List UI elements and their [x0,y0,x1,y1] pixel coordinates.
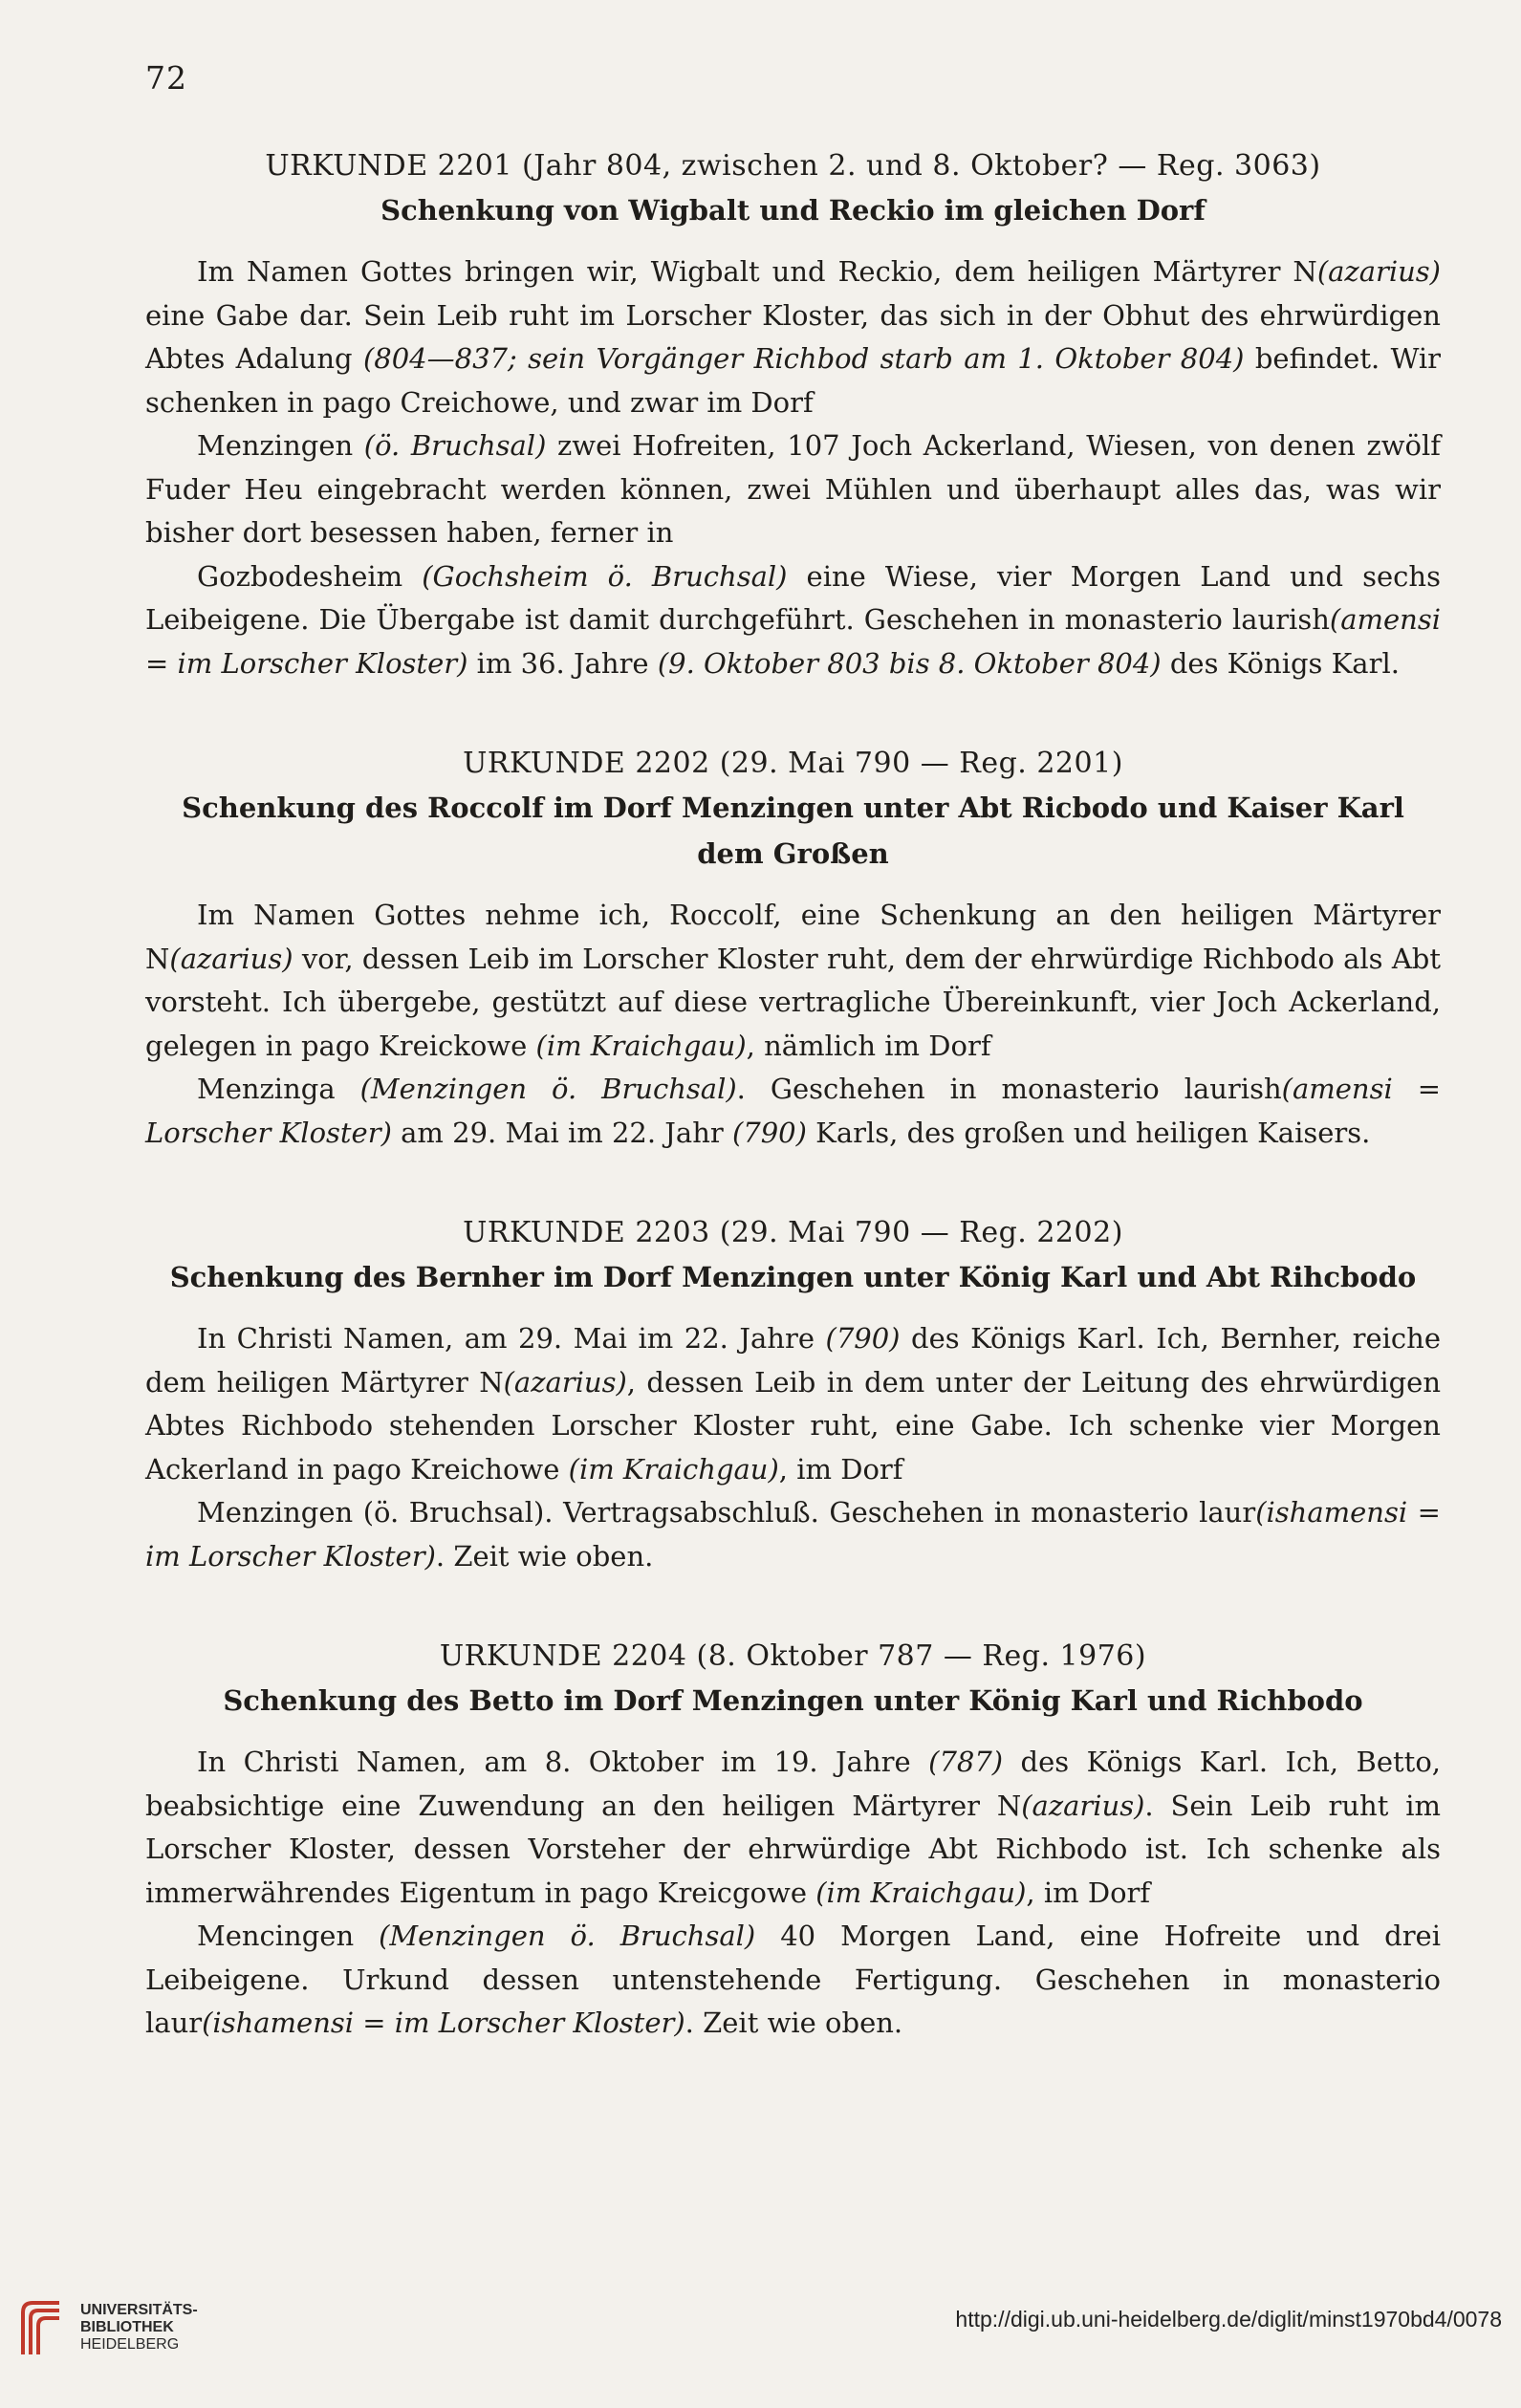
text-run: Menzinga [197,1073,360,1105]
editorial-note: (9. Oktober 803 bis 8. Oktober 804) [657,646,1162,680]
urkunde-title: Schenkung des Betto im Dorf Menzingen unter König Karl und Richbodo [223,1684,1363,1717]
text-run: am 29. Mai im 22. Jahr [391,1116,732,1149]
editorial-note: (ö. Bruchsal) [363,429,547,462]
text-run: im 36. Jahre [467,646,658,680]
body-paragraph [145,894,1441,1068]
text-run: . Zeit wie oben. [684,2007,903,2039]
text-run: , nämlich im Dorf [746,1029,991,1062]
body-paragraph [145,555,1441,686]
text-run: eine Gabe dar. Sein Leib ruht im Lorscher Kloster, das sich in der Obhut des ehrwürdigen Abtes Adalung [145,298,1441,375]
editorial-note: (amensi = Lorscher Kloster) [145,1073,1441,1149]
text-run: , im Dorf [778,1452,903,1486]
text-run: , im Dorf [1026,1876,1151,1909]
body-paragraph [145,1491,1441,1578]
editorial-note: (ishamensi = im Lorscher Kloster) [145,1496,1441,1573]
urkunde-title: Schenkung des Bernher im Dorf Menzingen unter König Karl und Abt Rihcbodo [169,1261,1417,1293]
body-paragraph [145,424,1441,555]
editorial-note: (Menzingen ö. Bruchsal) [379,1920,756,1952]
library-name-line1: UNIVERSITÄTS- [80,2302,198,2318]
text-run: In Christi Namen, am 29. Mai im 22. Jahre [197,1322,826,1355]
urkunde-title: Schenkung des Roccolf im Dorf Menzingen unter Abt Ricbodo und Kaiser Karl dem Großen [182,792,1404,870]
text-run: Im Namen Gottes nehme ich, Roccolf, eine Schenkung an den heiligen Märtyrer N [145,899,1441,975]
text-run: Karls, des großen und heiligen Kaisers. [806,1116,1371,1149]
editorial-note: (Menzingen ö. Bruchsal) [359,1073,737,1105]
text-run: eine Wiese, vier Morgen Land und sechs Leibeigene. Die Übergabe ist damit durchgeführt. Geschehen in monasterio laurish [145,559,1441,636]
urkunde-heading: URKUNDE 2201 (Jahr 804, zwischen 2. und 8. Oktober? — Reg. 3063) [265,149,1321,183]
body-paragraph [145,1317,1441,1491]
urkunde-heading: URKUNDE 2202 (29. Mai 790 — Reg. 2201) [463,747,1123,780]
editorial-note: (im Kraichgau) [535,1029,747,1062]
editorial-note: (azarius) [169,942,293,975]
urkunde-section [145,1212,1441,1578]
library-logo-icon [17,2299,65,2356]
body-paragraph [145,1741,1441,1915]
source-url[interactable]: http://digi.ub.uni-heidelberg.de/diglit/minst1970bd4/0078 [955,2307,1502,2332]
text-run: Gozbodesheim [197,559,423,593]
text-run: In Christi Namen, am 8. Oktober im 19. Jahre [197,1746,929,1778]
text-run: Menzingen (ö. Bruchsal). Vertragsabschluß. Geschehen in monasterio laur [197,1496,1256,1529]
urkunde-section [145,145,1441,685]
urkunde-heading: URKUNDE 2204 (8. Oktober 787 — Reg. 1976) [439,1639,1147,1673]
urkunde-heading: URKUNDE 2203 (29. Mai 790 — Reg. 2202) [463,1216,1123,1249]
urkunde-title: Schenkung von Wigbalt und Reckio im gleichen Dorf [380,194,1206,227]
text-run: . Sein Leib ruht im Lorscher Kloster, dessen Vorsteher der ehrwürdige Abt Richbodo ist. Ich schenke als immerwährendes Eigentum in pago Kreicgowe [145,1789,1442,1909]
text-run: . Zeit wie oben. [435,1539,654,1573]
editorial-note: (790) [731,1116,807,1149]
text-run: , dessen Leib in dem unter der Leitung des ehrwürdigen Abtes Richbodo stehenden Lorscher Kloster ruht, eine Gabe. Ich schenke vier Morgen Ackerland in pago Kreichowe [145,1365,1441,1486]
text-run: 40 Morgen Land, eine Hofreite und drei Leibeigene. Urkund dessen untenstehende Fertigung. Geschehen in monasterio laur [145,1920,1441,2039]
text-run: Menzingen [197,429,364,462]
editorial-note: (ishamensi = im Lorscher Kloster) [202,2007,685,2039]
urkunde-section [145,743,1441,1155]
editorial-note: (787) [928,1746,1004,1778]
editorial-note: (790) [825,1322,901,1355]
text-run: Im Namen Gottes bringen wir, Wigbalt und Reckio, dem heiligen Märtyrer N [197,255,1317,288]
editorial-note: (azarius) [1021,1789,1145,1822]
editorial-note: (im Kraichgau) [815,1876,1027,1909]
text-run: Mencingen [197,1920,380,1952]
library-name-line2: BIBLIOTHEK [80,2319,174,2335]
text-run: zwei Hofreiten, 107 Joch Ackerland, Wiesen, von denen zwölf Fuder Heu eingebracht werden können, zwei Mühlen und überhaupt alles das, was wir bisher dort besessen haben, ferner in [145,429,1442,549]
text-run: des Königs Karl. Ich, Bernher, reiche dem heiligen Märtyrer N [145,1322,1441,1399]
library-logo [17,2299,198,2356]
body-paragraph [145,250,1441,424]
body-paragraph [145,1068,1441,1155]
urkunde-section [145,1636,1441,2046]
text-run: . Geschehen in monasterio laurish [736,1073,1282,1105]
editorial-note: (Gochsheim ö. Bruchsal) [422,559,788,593]
editorial-note: (amensi = im Lorscher Kloster) [145,603,1441,680]
page-number: 72 [145,59,187,97]
body-paragraph [145,1915,1441,2046]
text-run: vor, dessen Leib im Lorscher Kloster ruht, dem der ehrwürdige Richbodo als Abt vorsteht. Ich übergebe, gestützt auf diese vertragliche Übereinkunft, vier Joch Ackerland, gelegen in pago Kreickowe [145,942,1441,1062]
editorial-note: (804—837; sein Vorgänger Richbod starb am 1. Oktober 804) [362,342,1245,375]
text-run: befindet. Wir schenken in pago Creichowe, und zwar im Dorf [145,342,1442,419]
editorial-note: (azarius) [1316,255,1441,288]
text-run: des Königs Karl. [1161,646,1400,680]
document-body [145,145,1441,2103]
editorial-note: (azarius) [503,1365,627,1399]
text-run: des Königs Karl. Ich, Betto, beabsichtige eine Zuwendung an den heiligen Märtyrer N [145,1746,1442,1822]
library-name-line3: HEIDELBERG [80,2336,180,2353]
editorial-note: (im Kraichgau) [568,1452,779,1486]
